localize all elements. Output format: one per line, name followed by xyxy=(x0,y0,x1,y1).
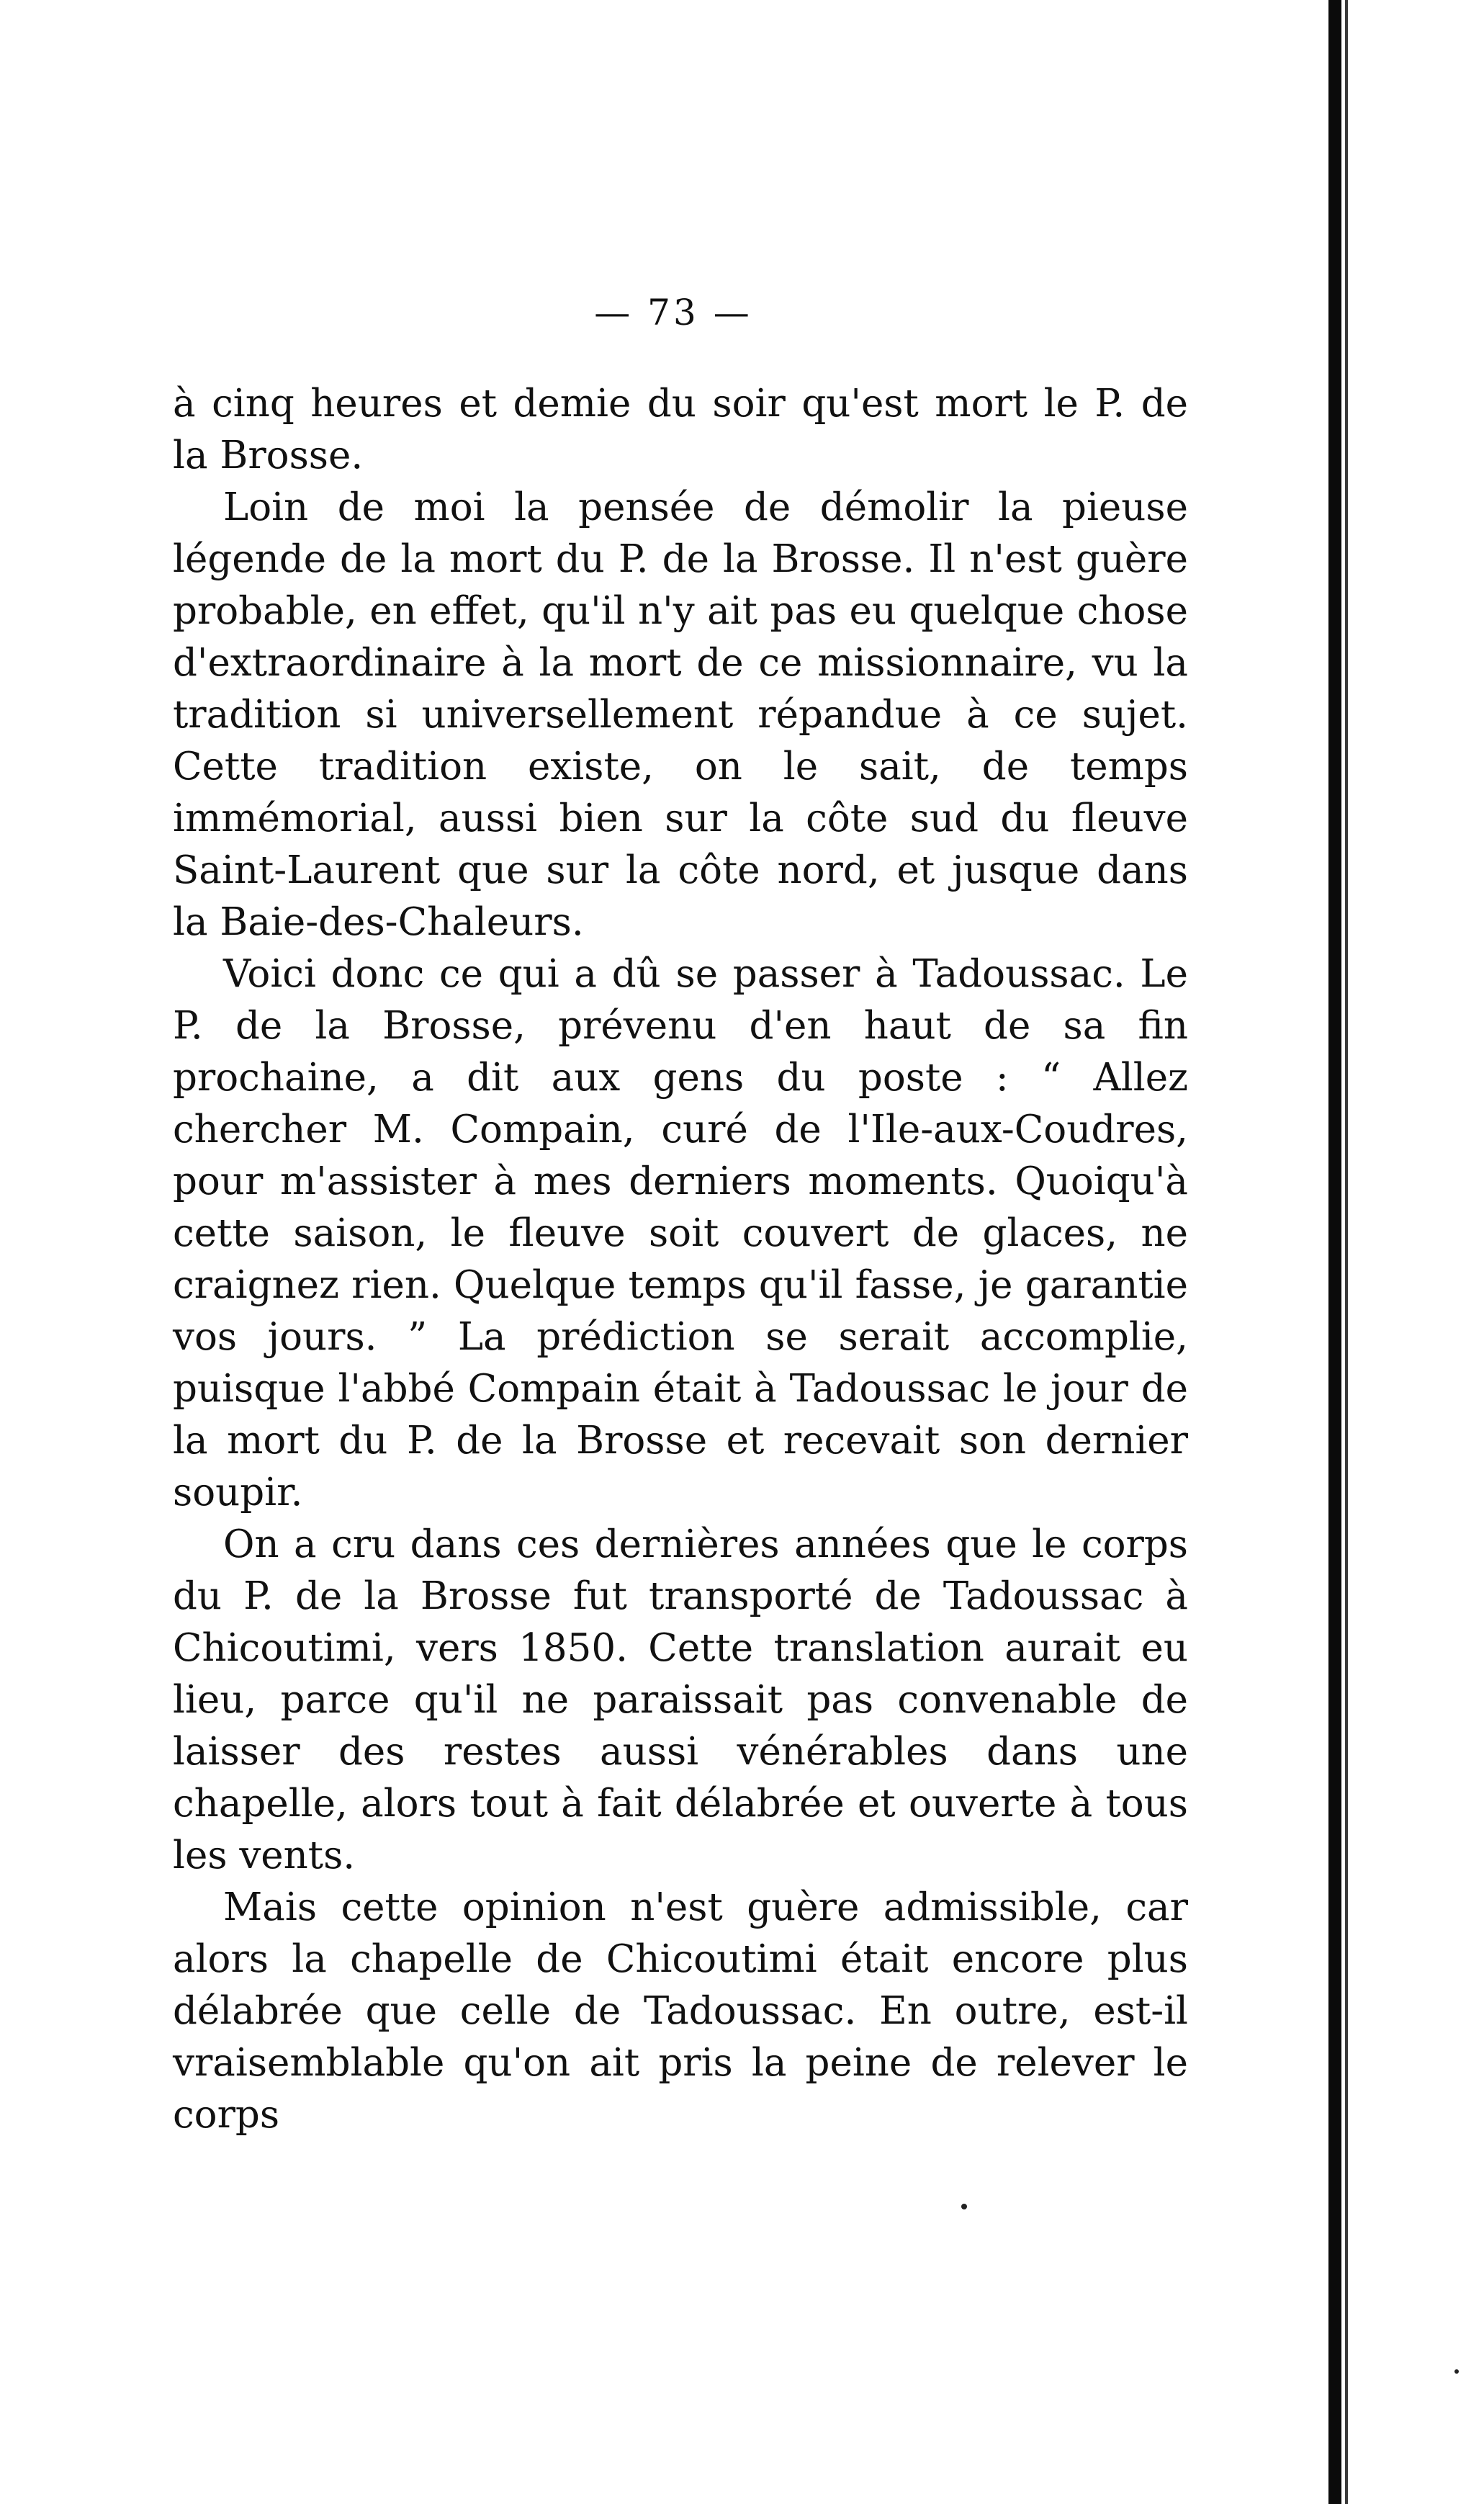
ink-speck xyxy=(1454,2369,1459,2374)
body-text xyxy=(173,378,1188,2141)
page-edge-shadow xyxy=(1328,0,1341,2504)
paragraph-3: Voici donc ce qui a dû se passer à Tadoussac. Le P. de la Brosse, prévenu d'en haut de sa fin prochaine, a dit aux gens du poste : “ Allez chercher M. Compain, curé de l'Ile-aux-Coudres, pour m'assister à mes derniers moments. Quoiqu'à cette saison, le fleuve soit couvert de glaces, ne craignez rien. Quelque temps qu'il fasse, je garantie vos jours. ” La prédiction se serait accomplie, puisque l'abbé Compain était à Tadoussac le jour de la mort du P. de la Brosse et recevait son dernier soupir. xyxy=(173,952,1188,1514)
paragraph-2: Loin de moi la pensée de démolir la pieuse légende de la mort du P. de la Brosse. Il n'est guère probable, en effet, qu'il n'y ait pas eu quelque chose d'extraordinaire à la mort de ce missionnaire, vu la tradition si universellement répandue à ce sujet. Cette tradition existe, on le sait, de temps immémorial, aussi bien sur la côte sud du fleuve Saint-Laurent que sur la côte nord, et jusque dans la Baie-des-Chaleurs. xyxy=(173,485,1188,944)
paragraph-1: à cinq heures et demie du soir qu'est mort le P. de la Brosse. xyxy=(173,382,1188,477)
page-number: — 73 — xyxy=(594,292,752,333)
paragraph-5: Mais cette opinion n'est guère admissible, car alors la chapelle de Chicoutimi était encore plus délabrée que celle de Tadoussac. En outre, est-il vraisemblable qu'on ait pris la peine de relever le corps xyxy=(173,1885,1188,2137)
paragraph-4: On a cru dans ces dernières années que le corps du P. de la Brosse fut transporté de Tadoussac à Chicoutimi, vers 1850. Cette translation aurait eu lieu, parce qu'il ne paraissait pas convenable de laisser des restes aussi vénérables dans une chapelle, alors tout à fait délabrée et ouverte à tous les vents. xyxy=(173,1522,1188,1877)
page-edge-line xyxy=(1345,0,1348,2504)
ink-speck xyxy=(961,2204,967,2209)
